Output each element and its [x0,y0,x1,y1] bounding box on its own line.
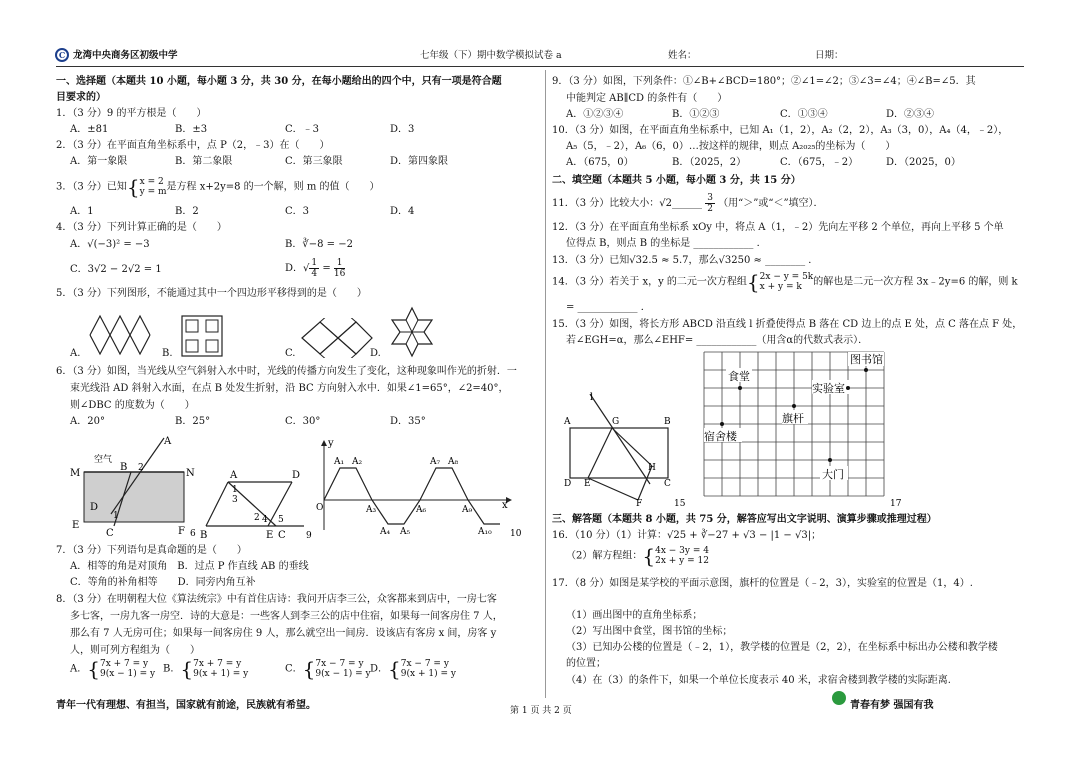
section1-title: 一、选择题（本题共 10 小题，每小题 3 分，共 30 分，在每小题给出的四个中，只有一项是符合题 [56,76,502,87]
q3-option-a: A．1 [70,206,94,217]
fig10-label-y: y [328,438,334,449]
q8-line2: 多七客，一房九客一房空．诗的大意是：一些客人到李三公的店中住宿，如果每一间客房住 7 人， [70,611,503,622]
fig9-label-1: 1 [232,485,238,495]
q4-d-num2: 1 [334,258,345,269]
q3-post: 是方程 x+2y=8 的一个解，则 m 的值（ ） [166,181,380,193]
fig10-label-a3: A₃ [366,505,377,515]
q8-a-label: A． [70,663,88,675]
q6-line2: 束光线沿 AD 斜射入水面，在点 B 处发生折射，沿 BC 方向射入水中．如果∠1=65°，∠2=40°， [70,383,509,394]
header-divider [56,66,1024,67]
q4-d-den2: 16 [333,269,346,279]
q17-sub4: （4）在（3）的条件下，如果一个单位长度表示 40 米，求宿舍楼到教学楼的实际距离. [566,675,951,686]
q9-option-c: C．①③④ [780,109,828,120]
section1-title-cont: 目要求的） [56,92,106,103]
fig10-label-a10: A₁₀ [478,527,492,537]
q17-map-figure [700,348,910,508]
q4-option-d [285,258,345,279]
q16-eq1: 4x − 3y = 4 [655,546,709,556]
q8-option-d: D．{ 7x − 7 = y 9(x + 1) = y [370,657,456,681]
q3-pre: 3．（3 分）已知 [56,181,127,193]
map-point-canteen [738,386,742,390]
q15-figure [560,388,690,510]
q9-option-d: D．②③④ [886,109,935,120]
fig10-label-x: x [502,500,508,511]
map-label-lab: 实验室 [812,382,845,395]
fig6-label-f: F [178,526,185,537]
q5-option-a: A. [70,348,81,359]
q14-stem: 14．（3 分）若关于 x，y 的二元一次方程组{ 2x − y = 5k x + y = k 的解也是二元一次方程 3x﹣2y=6 的解，则 k [552,270,1018,294]
map-label-library: 图书馆 [850,353,883,366]
fig10-label-a5: A₅ [400,527,411,537]
q16-part1: 16．（10 分）（1）计算：√25 + ∛−27 + √3 − |1 − √3|； [552,530,822,541]
q6-option-d: D．35° [390,416,426,427]
map-label-flagpole: 旗杆 [782,412,804,425]
q10-line2: A₅（5，﹣2），A₆（6，0）…按这样的规律，则点 A₂₀₂₅的坐标为（ ） [566,141,896,152]
q5-stem: 5．（3 分）下列图形，不能通过其中一个四边形平移得到的是（ ） [56,288,367,299]
q4-d-eq: = [322,263,331,274]
fig9-label-e: E [266,530,274,540]
fig6-label-b: B [120,462,128,473]
q2-option-d: D．第四象限 [390,156,449,167]
q14-post: 的解也是二元一次方程 3x﹣2y=6 的解，则 k [813,276,1018,288]
q3-option-c: C．3 [285,206,310,217]
fig6-label-m: M [70,468,81,479]
map-label-dorm: 宿舍楼 [704,430,737,443]
q8-c-label: C． [285,663,303,675]
fig6-label-e: E [72,520,80,531]
fig10-label-a9: A₉ [462,505,473,515]
q8-c-eq1: 7x − 7 = y [315,659,364,669]
fig9-label-2: 2 [254,513,260,523]
fig10-number: 10 [510,529,522,539]
fig6-label-c: C [106,528,114,538]
q4-d-pre: D．√ [285,263,310,274]
q9-option-b: B．①②③ [672,109,720,120]
q12-line1: 12．（3 分）在平面直角坐标系 xOy 中，将点 A（1，﹣2）先向左平移 2 个单位，再向上平移 5 个单 [552,222,1004,233]
fig10-label-o: O [316,503,324,513]
q11-post: （用“＞”或“＜”填空）． [718,198,824,209]
q5-option-d: D. [370,348,381,359]
fig15-label-h: H [648,463,656,473]
school-logo-icon: C [55,48,69,62]
q1-stem: 1．（3 分）9 的平方根是（ ） [56,108,207,119]
fig15-label-b: B [664,417,671,427]
q8-a-eq2: 9(x − 1) = y [99,669,156,679]
q8-b-eq1: 7x + 7 = y [193,659,242,669]
q10-option-d: D．（2025，0） [886,157,961,168]
q3-option-d: D．4 [390,206,415,217]
q11-num: 3 [707,193,713,203]
q9-line2: 中能判定 AB∥CD 的条件有（ ） [566,93,728,104]
school-name: 龙湾中央商务区初级中学 [73,50,178,61]
fig9-label-b: B [200,530,208,540]
q8-option-c: C．{ 7x − 7 = y 9(x − 1) = y [285,657,371,681]
q10-option-b: B．（2025，2） [672,157,747,168]
q4-d-den1: 4 [311,269,318,279]
q6-line3: 则∠DBC 的度数为（ ） [70,400,195,411]
name-label: 姓名： [668,50,697,61]
fig10-label-a7: A₇ [430,457,441,467]
q1-option-a: A．±81 [70,124,109,135]
fig9-label-3: 3 [232,495,238,505]
fig9-label-c: C [278,530,286,540]
q11-den: 2 [707,204,713,214]
column-divider [545,70,546,698]
q14-eq2: x + y = k [759,282,802,292]
fig9-label-a: A [230,470,238,481]
q4-d-num1: 1 [311,258,318,268]
fig6-label-1: 1 [113,511,119,521]
fig10-label-a4: A₄ [380,527,391,537]
q8-line4: 人，则可列方程组为（ ） [70,645,200,656]
fig15-label-f: F [636,499,643,509]
footer-motto: 青年一代有理想、有担当，国家就有前途，民族就有希望。 [56,700,316,711]
q10-figure [316,434,526,540]
fig9-label-4: 4 [262,515,268,525]
fig10-label-a2: A₂ [352,457,363,467]
map-point-dorm [720,422,724,426]
q14-pre: 14．（3 分）若关于 x，y 的二元一次方程组 [552,276,747,288]
q10-option-a: A．（675，0） [566,157,634,168]
q8-d-eq1: 7x − 7 = y [400,659,449,669]
q12-line2: 位得点 B，则点 B 的坐标是 ____________ ． [566,238,767,249]
q3-stem: 3．（3 分）已知{ x = 2 y = m 是方程 x+2y=8 的一个解，则 m 的值（ ） [56,175,380,199]
q11-stem [552,193,824,214]
page-number: 第 1 页 共 2 页 [510,706,572,716]
section2-title: 二、填空题（本题共 5 小题，每小题 3 分，共 15 分） [552,175,801,186]
q8-line3: 那么有 7 人无房可住；如果每一间客房住 9 人，那么就空出一间房．设该店有客房 x 间，房客 y [70,628,497,639]
q10-option-c: C．（675，﹣2） [780,157,859,168]
q17-sub2: （2）写出图中食堂，图书馆的坐标； [566,626,733,637]
q8-option-a: A．{ 7x + 7 = y 9(x − 1) = y [70,657,156,681]
q1-option-c: C．﹣3 [285,124,320,135]
q17-sub1: （1）画出图中的直角坐标系； [566,610,703,621]
q8-c-eq2: 9(x − 1) = y [315,669,371,679]
q5-figure-a [88,312,158,358]
fig15-label-d: D [564,479,572,489]
q6-option-c: C．30° [285,416,321,427]
q10-line1: 10．（3 分）如图，在平面直角坐标系中，已知 A₁（1，2），A₂（2，2），A₃（3，0），A₄（4，﹣2）， [552,125,1009,136]
q2-option-a: A．第一象限 [70,156,128,167]
q11-pre: 11．（3 分）比较大小：√2______ [552,198,702,209]
q9-figure [196,464,316,540]
q13-stem: 13．（3 分）已知√32.5 ≈ 5.7，那么√3250 ≈ ________ ． [552,255,819,266]
q2-stem: 2．（3 分）在平面直角坐标系中，点 P（2，﹣3）在（ ） [56,140,330,151]
q5-figure-d [388,306,436,358]
q15-line1: 15．（3 分）如图，将长方形 ABCD 沿直线 l 折叠使得点 B 落在 CD 边上的点 E 处，点 C 落在点 F 处， [552,319,1023,330]
fig15-label-e: E [584,479,591,489]
fig6-label-a: A [164,436,172,447]
q7-options-ab: A．相等的角是对顶角 B．过点 P 作直线 AB 的垂线 [70,561,309,572]
q6-line1: 6．（3 分）如图，当光线从空气斜射入水中时，光线的传播方向发生了变化，这种现象叫作光的折射．一 [56,366,517,377]
fig10-label-a6: A₆ [416,505,427,515]
map-point-lab [846,386,850,390]
fig15-label-c: C [664,479,671,489]
fig6-label-n: N [186,468,195,479]
fig6-label-2: 2 [138,463,144,473]
map-point-flagpole [792,404,796,408]
q9-option-a: A．①②③④ [566,109,624,120]
fig9-label-5: 5 [278,515,284,525]
q17-sub3: （3）已知办公楼的位置是（﹣2，1），教学楼的位置是（2，2），在坐标系中标出办公楼和教学楼 [566,642,998,653]
q1-option-b: B．±3 [175,124,208,135]
fig15-label-a: A [564,417,571,427]
q8-line1: 8．（3 分）在明朝程大位《算法统宗》中有首住店诗：我问开店李三公，众客都来到店中，一房七客 [56,594,497,605]
q8-d-eq2: 9(x + 1) = y [400,669,456,679]
q17-stem: 17．（8 分）如图是某学校的平面示意图，旗杆的位置是（﹣2，3），实验室的位置是（1，4）. [552,578,973,589]
q17-sub3-cont: 的位置； [566,658,606,669]
q16-part2-label: （2）解方程组： [566,550,643,562]
q3-eq1: x = 2 [139,177,164,187]
map-point-library [864,368,868,372]
q14-eq1: 2x − y = 5k [759,272,814,282]
fig17-number: 17 [890,499,902,508]
map-label-canteen: 食堂 [728,370,750,383]
q2-option-b: B．第二象限 [175,156,233,167]
footer-slogan: 青春有梦 强国有我 [850,700,934,711]
q4-option-c: C．3√2 − 2√2 = 1 [70,264,162,275]
q7-options-cd: C．等角的补角相等 D．同旁内角互补 [70,577,256,588]
fig15-label-l: l [590,392,594,403]
fig9-number: 9 [306,531,312,540]
fig6-number: 6 [190,529,196,538]
fig10-label-a1: A₁ [334,457,345,467]
q9-line1: 9．（3 分）如图，下列条件：①∠B+∠BCD=180°；②∠1=∠2；③∠3=∠4；④∠B=∠5．其 [552,76,976,87]
map-label-gate: 大门 [822,468,844,481]
q4-option-a: A．√(−3)² = −3 [70,239,150,250]
q16-part2: （2）解方程组：{ 4x − 3y = 4 2x + y = 12 [566,544,709,568]
q8-option-b: B．{ 7x + 7 = y 9(x + 1) = y [163,657,249,681]
fig6-label-air: 空气 [94,455,113,465]
fig6-label-d: D [90,502,99,513]
q16-eq2: 2x + y = 12 [655,556,709,566]
map-point-gate [828,458,832,462]
exam-title: 七年级（下）期中数学模拟试卷 a [420,50,562,61]
q5-option-c: C. [285,348,296,359]
fig9-label-d: D [292,470,301,481]
q8-b-eq2: 9(x + 1) = y [193,669,249,679]
fig10-label-a8: A₈ [448,457,459,467]
q6-option-b: B．25° [175,416,211,427]
section3-title: 三、解答题（本题共 8 小题，共 75 分，解答应写出文字说明、演算步骤或推理过程） [552,514,937,525]
q5-figure-c [300,318,374,358]
q14-line2: = ____________ ． [566,302,651,313]
q3-eq2: y = m [139,187,167,197]
slogan-logo-icon [832,691,846,705]
q8-b-label: B． [163,663,181,675]
q7-stem: 7．（3 分）下列语句是真命题的是（ ） [56,545,247,556]
q3-option-b: B．2 [175,206,199,217]
q6-figure [66,432,196,538]
q4-option-b: B．∛−8 = −2 [285,239,353,250]
fig15-number: 15 [674,499,686,509]
q1-option-d: D．3 [390,124,415,135]
q5-option-b: B. [162,348,173,359]
date-label: 日期： [815,50,844,61]
q2-option-c: C．第三象限 [285,156,343,167]
fig15-label-g: G [612,417,620,427]
q15-line2: 若∠EGH=α，那么∠EHF= ____________（用含α的代数式表示）． [566,335,869,346]
q5-figure-b [180,314,224,358]
q8-a-eq1: 7x + 7 = y [99,659,149,669]
q4-stem: 4．（3 分）下列计算正确的是（ ） [56,222,227,233]
q8-d-label: D． [370,663,389,675]
q6-option-a: A．20° [70,416,105,427]
